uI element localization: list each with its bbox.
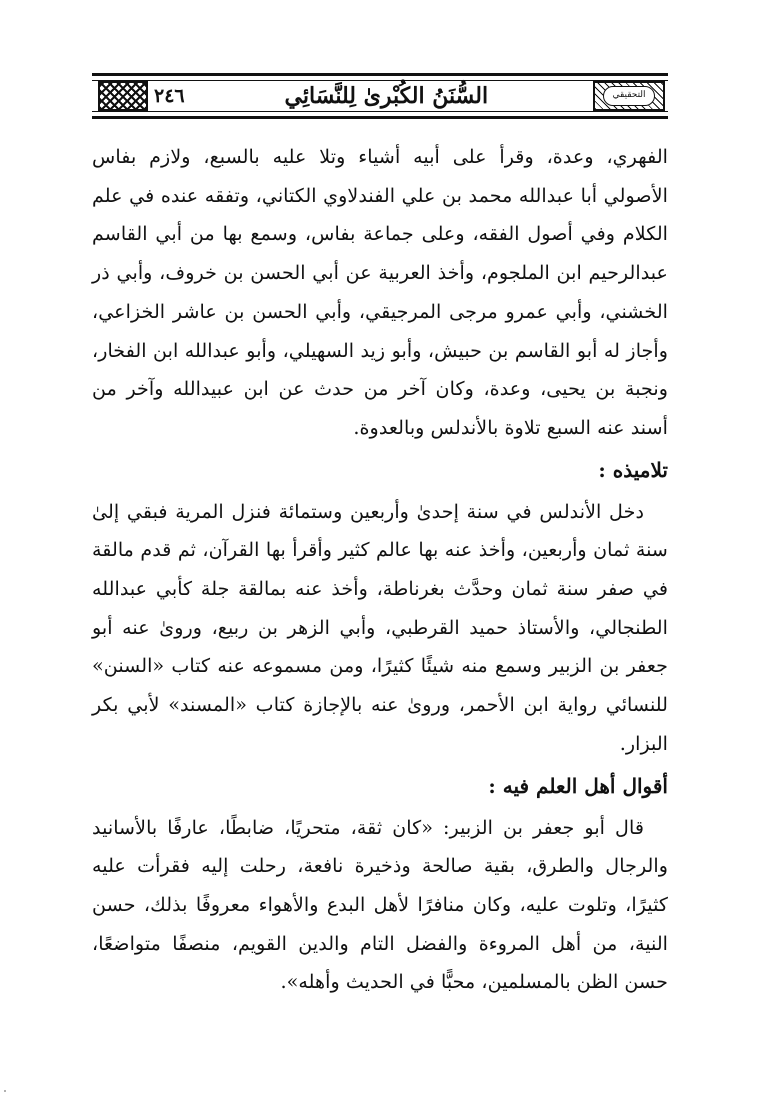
publisher-emblem — [590, 80, 668, 112]
paragraph-biography: الفهري، وعدة، وقرأ على أبيه أشياء وتلا عليه بالسبع، ولازم بفاس الأصولي أبا عبدالله محمد بن علي الفندلاوي الكتاني، وتفقه عنده في علم الكلام وفي أصول الفقه، وعلى جماعة بفاس، وسمع بها من أبي القاسم عبدالرحيم ابن الملجوم، وأخذ العربية عن أبي الحسن بن خروف، وأبي ذر الخشني، وأبي عمرو مرجى المرجيقي، وأبي الحسن بن عاشر الخزاعي، وأجاز له أبو القاسم بن حبيش، وأبو زيد السهيلي، وأبو عبدالله ابن الفخار، ونجبة بن يحيى، وعدة، وكان آخر من حدث عن ابن عبيدالله وآخر من أسند عنه السبع تلاوة بالأندلس وبالعدوة. — [92, 145, 668, 439]
scan-speck — [4, 1090, 6, 1092]
paragraph-scholars-statements: قال أبو جعفر بن الزبير: «كان ثقة، متحريًا، ضابطًا، عارفًا بالأسانيد والرجال والطرق، بقية صالحة وذخيرة نافعة، رحلت إليه فقرأت عليه كثيرًا، وتلوت عليه، وكان منافرًا لأهل البدع والأهواء معروفًا بذلك، حسن النية، من أهل المروءة والفضل التام والدين القويم، منصفًا متواضعًا، حسن الظن بالمسلمين، محبًّا في الحديث وأهله». — [92, 815, 668, 994]
page-content — [92, 138, 668, 1002]
heading-students: تلاميذه : — [598, 457, 668, 482]
page-number-block — [92, 81, 189, 111]
heading-scholars-statements: أقوال أهل العلم فيه : — [488, 773, 668, 798]
header-title: السُّنَنُ الكُبْرىٰ لِلنَّسَائِي — [284, 83, 489, 109]
emblem-text: التحقيقي — [603, 86, 655, 106]
paragraph-students: دخل الأندلس في سنة إحدىٰ وأربعين وستمائة فنزل المرية فبقي إلىٰ سنة ثمان وأربعين، وأخذ عنه بها عالم كثير وأقرأ بها القرآن، ثم قدم مالقة في صفر سنة ثمان وحدَّث بغرناطة، وأخذ عنه بمالقة جلة كأبي عبدالله الطنجالي، والأستاذ حميد القرطبي، وأبي الزهر بن ربيع، وروىٰ عنه أبو جعفر بن الزبير وسمع منه شيئًا كثيرًا، ومن مسموعه عنه كتاب «السنن» للنسائي رواية ابن الأحمر، وروىٰ عنه بالإجازة كتاب «المسند» لأبي بكر البزار. — [92, 499, 668, 755]
emblem-frame-icon — [593, 81, 665, 111]
left-ornament-icon — [98, 81, 148, 111]
page-number: ٢٤٦ — [154, 85, 185, 107]
running-header — [92, 73, 668, 119]
